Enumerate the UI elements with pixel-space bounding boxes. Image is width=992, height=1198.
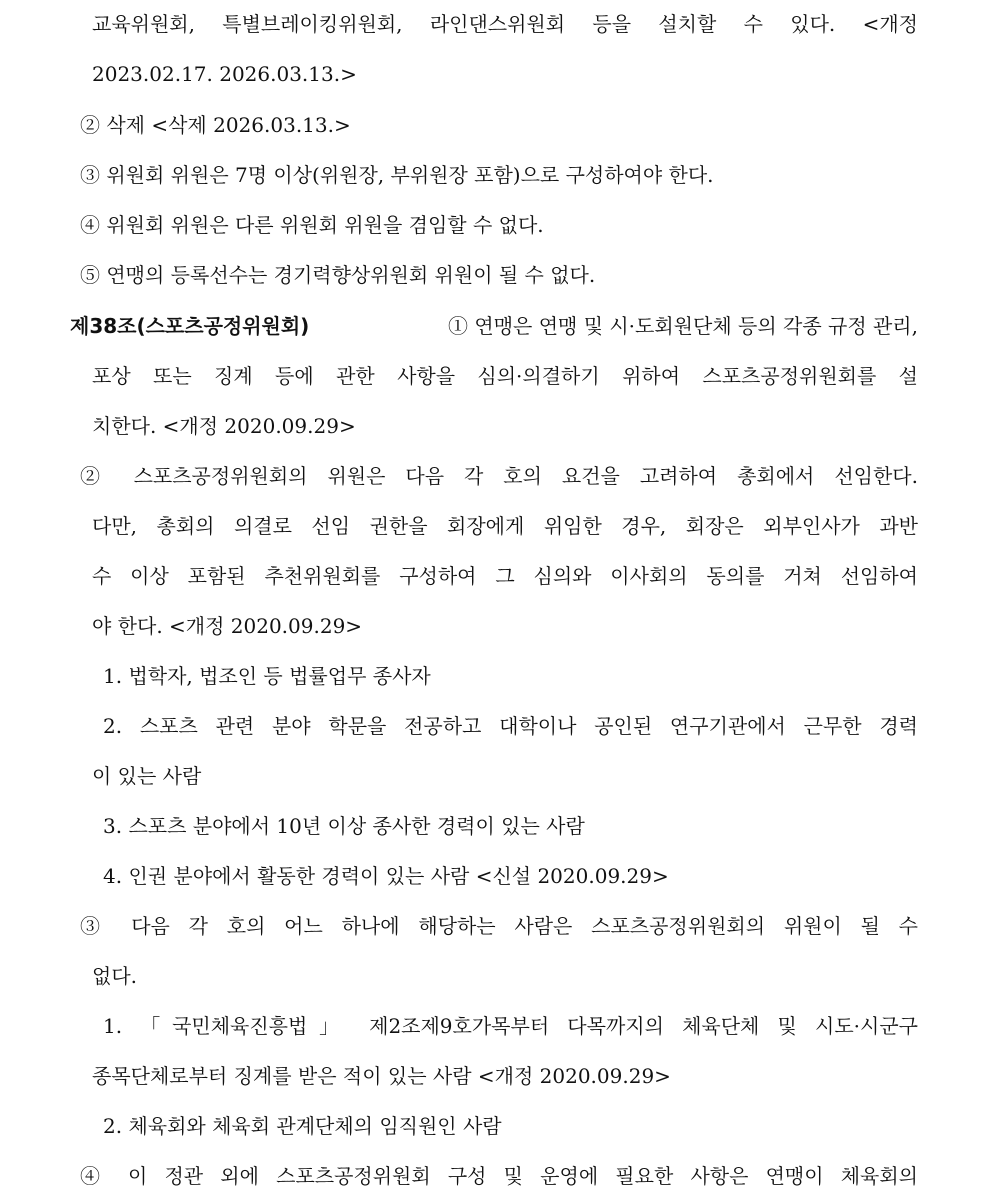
article38-p2-item1: 1. 법학자, 법조인 등 법률업무 종사자 [103,664,431,688]
article38-p3-item1-line2: 종목단체로부터 징계를 받은 적이 있는 사람 <개정 2020.09.29> [92,1064,671,1088]
article37-p5: ⑤ 연맹의 등록선수는 경기력향상위원회 위원이 될 수 없다. [80,263,596,287]
article38-p2-item2-line1: 2. 스포츠 관련 분야 학문을 전공하고 대학이나 공인된 연구기관에서 근무한 경력 [103,714,918,738]
article38-p2-item4: 4. 인권 분야에서 활동한 경력이 있는 사람 <신설 2020.09.29> [103,864,669,888]
article38-p2-line1: ② 스포츠공정위원회의 위원은 다음 각 호의 요건을 고려하여 총회에서 선임한다. [80,464,918,488]
article38-p3-item1-line1: 1. 「국민체육진흥법」 제2조제9호가목부터 다목까지의 체육단체 및 시도·시군구 [103,1014,918,1038]
article37-p4: ④ 위원회 위원은 다른 위원회 위원을 겸임할 수 없다. [80,213,544,237]
article38-first-line [70,312,918,340]
article38-p3-line1: ③ 다음 각 호의 어느 하나에 해당하는 사람은 스포츠공정위원회의 위원이 될 수 [80,914,918,938]
article37-p1-line2: 2023.02.17. 2026.03.13.> [92,62,357,86]
article38-heading: 제38조(스포츠공정위원회) [70,314,310,338]
article38-p1-line3: 치한다. <개정 2020.09.29> [92,414,356,438]
article38-p1-line1: ① 연맹은 연맹 및 시·도회원단체 등의 각종 규정 관리, [448,314,918,338]
article38-p4-line1: ④ 이 정관 외에 스포츠공정위원회 구성 및 운영에 필요한 사항은 연맹이 체육회의 [80,1164,918,1188]
article38-p2-line3: 수 이상 포함된 추천위원회를 구성하여 그 심의와 이사회의 동의를 거쳐 선임하여 [92,564,918,588]
article38-p1-line2: 포상 또는 징계 등에 관한 사항을 심의·의결하기 위하여 스포츠공정위원회를 설 [92,364,918,388]
article38-p3-line2: 없다. [92,964,137,988]
article38-p3-item2: 2. 체육회와 체육회 관계단체의 임직원인 사람 [103,1114,502,1138]
article38-p2-item2-line2: 이 있는 사람 [92,764,202,788]
article38-p2-line2: 다만, 총회의 의결로 선임 권한을 회장에게 위임한 경우, 회장은 외부인사가 과반 [92,514,918,538]
article37-p3: ③ 위원회 위원은 7명 이상(위원장, 부위원장 포함)으로 구성하여야 한다. [80,163,714,187]
article37-p1-line1: 교육위원회, 특별브레이킹위원회, 라인댄스위원회 등을 설치할 수 있다. <개정 [92,12,918,36]
article38-p2-item3: 3. 스포츠 분야에서 10년 이상 종사한 경력이 있는 사람 [103,814,585,838]
article37-p2: ② 삭제 <삭제 2026.03.13.> [80,113,351,137]
article38-p2-line4: 야 한다. <개정 2020.09.29> [92,614,363,638]
